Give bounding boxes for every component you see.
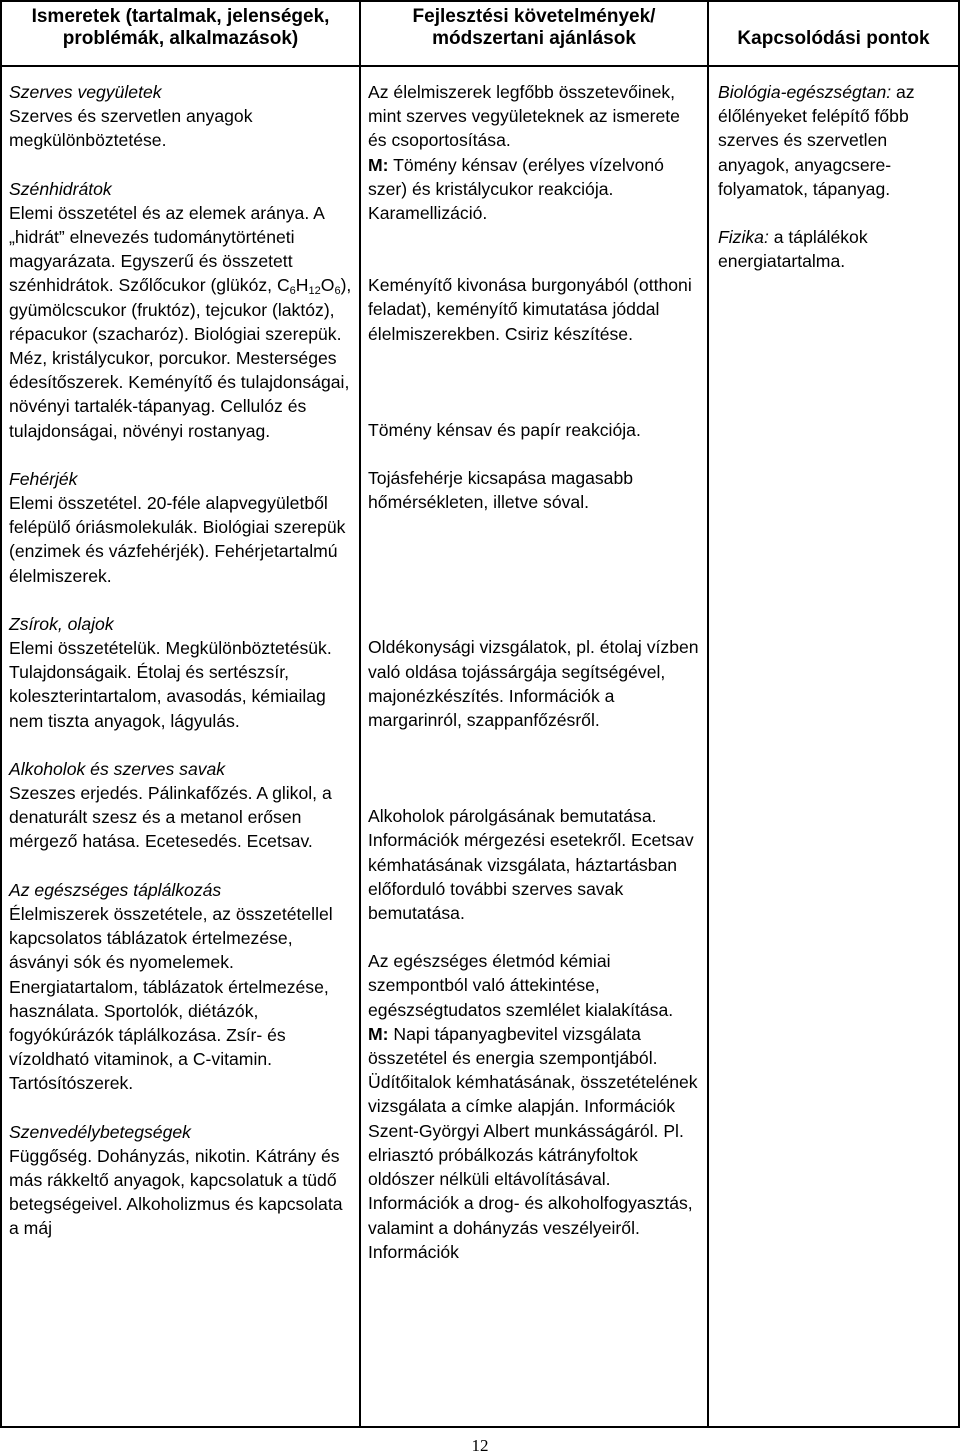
page-number: 12 [471,1436,489,1455]
section-title-organic: Szerves vegyületek [9,82,162,102]
req-text-starch: Keményítő kivonása burgonyából (otthoni feladat), keményítő kimutatása jóddal élelmiszerekben. Csiriz készítése. [368,275,692,344]
req-text-proteins: Tojásfehérje kicsapása magasabb hőmérsékleten, illetve sóval. [368,468,634,513]
req-text-sulfuric-sugar: M: Tömény kénsav (erélyes vízelvonó szer) és kristálycukor reakciója. Karamellizáció. [368,154,664,224]
req-text-nutrition-m: M: Napi tápanyagbevitel vizsgálata összetétel és energia szempontjából. Üdítőitalok kémhatásának, összetételének vizsgálata a címke alapján. Információk Szent-Györgyi Albert munkásságáról. Pl. elriasztó próbálkozás kátrányfoltok oldószer nélküli eltávolításával. Információk a drog- és alkoholfogyasztás, valamint a dohányzás veszélyeiről. Információk [368,1023,698,1262]
column-knowledge [9,80,354,1241]
column-connections [718,80,954,273]
header-col-knowledge: Ismeretek (tartalmak, jelenségek, problémák, alkalmazások) [31,6,330,49]
section-text-addictions: Függőség. Dohányzás, nikotin. Kátrány és más rákkeltő anyagok, kapcsolatuk a tüdő betegségeivel. Alkoholizmus és kapcsolata a máj [9,1145,343,1239]
column-divider-2 [707,0,709,1428]
req-text-fats: Oldékonysági vizsgálatok, pl. étolaj vízben való oldása tojássárgája segítségével, majonézkészítés. Információk a margarinról, szappanfőzésről. [368,637,699,731]
section-text-fats: Elemi összetételük. Megkülönböztetésük. Tulajdonságaik. Étolaj és sertészsír, koleszterintartalom, avasodás, kémiailag nem tiszta anyagok, lágyulás. [9,638,332,731]
connection-biology: Biológia-egészségtan: az élőlényeket felépítő főbb szerves és szervetlen anyagok, anyagcsere-folyamatok, tápanyag. [718,82,915,199]
section-text-carbohydrates: Elemi összetétel és az elemek aránya. A „hidrát” elnevezés tudománytörténeti magyarázata. Egyszerű és összetett szénhidrátok. Szőlőcukor (glükóz, $C_6H_{12}O_6$), gyümölcscukor (fruktóz), tejcukor (laktóz), répacukor (szacharóz). Biológiai szerepük. Méz, kristálycukor, porcukor. Mesterséges édesítőszerek. Keményítő és tulajdonságai, növényi tartalék-tápanyag. Cellulóz és tulajdonságai, növényi rostanyag. [9,202,352,441]
table-border-top [0,0,960,2]
section-title-alcohols: Alkoholok és szerves savak [9,758,226,779]
connection-physics: Fizika: a táplálékok energiatartalma. [718,227,868,272]
section-text-proteins: Elemi összetétel. 20-féle alapvegyületből felépülő óriásmolekulák. Biológiai szerepük (enzimek és vázfehérjék). Fehérjetartalmú élelmiszerek. [9,493,346,586]
section-title-carbohydrates: Szénhidrátok [9,178,112,199]
req-text-paper: Tömény kénsav és papír reakciója. [368,419,641,440]
section-text-organic: Szerves és szervetlen anyagok megkülönböztetése. [9,106,253,151]
column-requirements [368,80,702,1264]
header-col-connections: Kapcsolódási pontok [737,28,930,49]
column-divider-1 [359,0,361,1428]
section-title-nutrition: Az egészséges táplálkozás [9,879,222,900]
section-title-proteins: Fehérjék [9,468,78,489]
section-title-fats: Zsírok, olajok [9,613,114,634]
table-border-bottom [0,1426,960,1428]
req-text-nutrition: Az egészséges életmód kémiai szempontból való áttekintése, egészségtudatos szemlélet kialakítása. [368,951,674,1020]
req-text-organic: Az élelmiszerek legfőbb összetevőinek, mint szerves vegyületeknek az ismerete és csoportosítása. [368,82,680,151]
section-text-alcohols: Szeszes erjedés. Pálinkafőzés. A glikol, a denaturált szesz és a metanol erősen mérgező hatása. Ecetesedés. Ecetsav. [9,783,332,852]
table-border-left [0,0,2,1428]
req-text-alcohols: Alkoholok párolgásának bemutatása. Információk mérgezési esetekről. Ecetsav kémhatásának vizsgálata, háztartásban előforduló további szerves savak bemutatása. [368,806,694,924]
header-col-requirements: Fejlesztési követelmények/ módszertani ajánlások [412,6,656,49]
header-divider [0,65,960,67]
section-title-addictions: Szenvedélybetegségek [9,1121,191,1142]
section-text-nutrition: Élelmiszerek összetétele, az összetétellel kapcsolatos táblázatok értelmezése, ásványi sók és nyomelemek. Energiatartalom, táblázatok értelmezése, használata. Sportolók, diétázók, fogyókúrázók táplálkozása. Zsír- és vízoldható vitaminok, a C-vitamin. Tartósítószerek. [9,903,333,1094]
